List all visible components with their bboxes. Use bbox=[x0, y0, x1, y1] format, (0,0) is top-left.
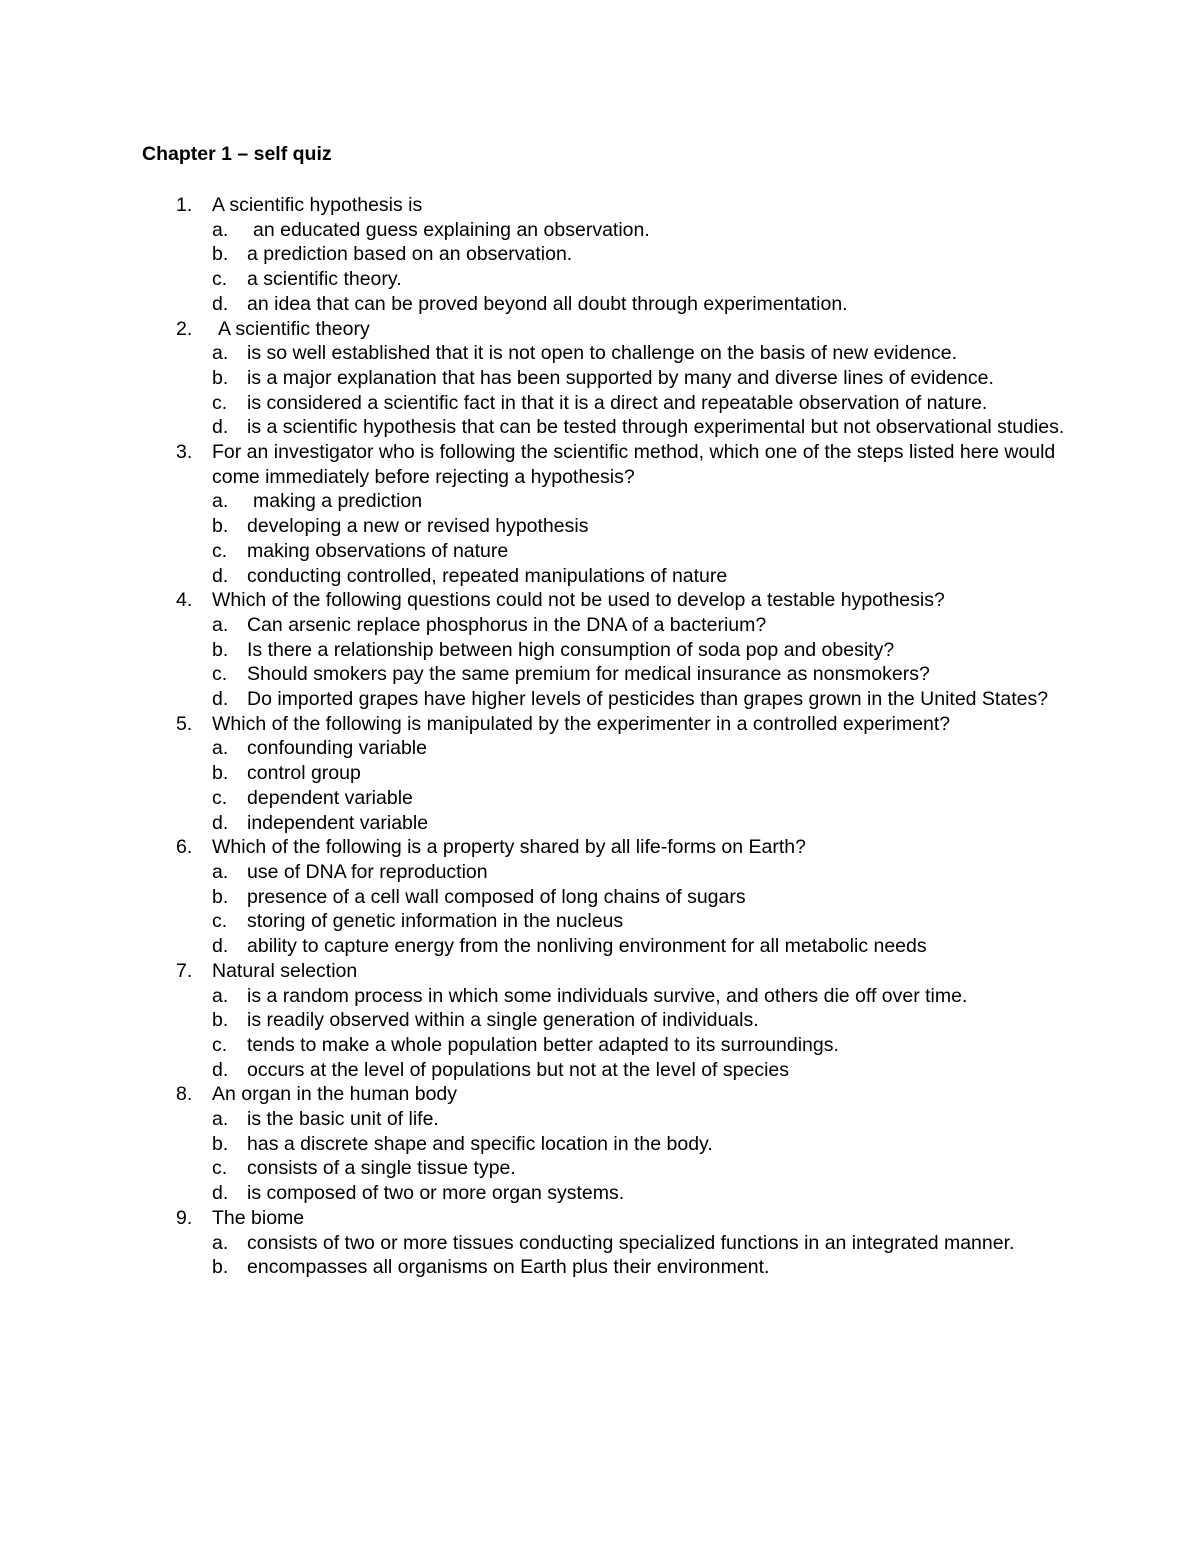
option-letter: a. bbox=[212, 342, 229, 365]
option-item bbox=[212, 1132, 1082, 1157]
option-item bbox=[212, 539, 1082, 564]
question-text: Which of the following is a property shared by all life-forms on Earth? bbox=[212, 836, 806, 859]
option-letter: b. bbox=[212, 515, 229, 538]
question-number: 1. bbox=[176, 194, 193, 216]
option-letter: a. bbox=[212, 218, 229, 241]
option-item bbox=[212, 1255, 1082, 1280]
option-text: confounding variable bbox=[247, 737, 427, 760]
option-item bbox=[212, 613, 1082, 638]
option-list bbox=[212, 489, 1082, 588]
option-item bbox=[212, 1181, 1082, 1206]
option-letter: b. bbox=[212, 366, 229, 389]
option-list bbox=[212, 341, 1082, 440]
option-text: an educated guess explaining an observation. bbox=[253, 218, 650, 241]
option-letter: a. bbox=[212, 984, 229, 1007]
question-6 bbox=[142, 835, 1082, 959]
option-item bbox=[212, 415, 1082, 440]
question-8 bbox=[142, 1082, 1082, 1206]
option-letter: b. bbox=[212, 1009, 229, 1032]
option-letter: c. bbox=[212, 910, 228, 933]
option-text: storing of genetic information in the nucleus bbox=[247, 910, 624, 933]
option-letter: a. bbox=[212, 490, 229, 513]
question-text: A scientific hypothesis is bbox=[212, 194, 423, 216]
option-letter: b. bbox=[212, 762, 229, 785]
page-title: Chapter 1 – self quiz bbox=[142, 143, 332, 165]
option-item bbox=[212, 1156, 1082, 1181]
option-letter: d. bbox=[212, 1182, 229, 1205]
option-text: is a random process in which some individuals survive, and others die off over time. bbox=[247, 984, 968, 1007]
option-item bbox=[212, 662, 1082, 687]
option-letter: c. bbox=[212, 786, 228, 809]
question-4 bbox=[142, 588, 1082, 712]
option-item bbox=[212, 984, 1082, 1009]
option-list bbox=[212, 984, 1082, 1083]
option-text: presence of a cell wall composed of long chains of sugars bbox=[247, 885, 746, 908]
question-text: Which of the following is manipulated by the experimenter in a controlled experiment? bbox=[212, 712, 951, 735]
question-7 bbox=[142, 959, 1082, 1083]
option-item bbox=[212, 1231, 1082, 1256]
option-item bbox=[212, 1058, 1082, 1083]
option-letter: b. bbox=[212, 885, 229, 908]
option-text: consists of two or more tissues conducting specialized functions in an integrated manner. bbox=[247, 1231, 1015, 1254]
option-list bbox=[212, 218, 1082, 317]
question-3 bbox=[142, 440, 1082, 588]
option-item bbox=[212, 341, 1082, 366]
option-item bbox=[212, 267, 1082, 292]
question-number: 6. bbox=[176, 836, 193, 859]
option-text: is so well established that it is not open to challenge on the basis of new evidence. bbox=[247, 342, 958, 365]
option-letter: c. bbox=[212, 391, 228, 414]
option-item bbox=[212, 292, 1082, 317]
option-letter: d. bbox=[212, 292, 229, 315]
option-text: consists of a single tissue type. bbox=[247, 1157, 516, 1180]
option-text: is a scientific hypothesis that can be tested through experimental but not observational studies. bbox=[247, 416, 1065, 439]
option-letter: d. bbox=[212, 416, 229, 439]
option-item bbox=[212, 761, 1082, 786]
option-letter: a. bbox=[212, 613, 229, 636]
question-number: 8. bbox=[176, 1083, 193, 1106]
option-text: is readily observed within a single generation of individuals. bbox=[247, 1009, 759, 1032]
question-number: 9. bbox=[176, 1206, 193, 1229]
question-number: 4. bbox=[176, 589, 193, 612]
option-item bbox=[212, 391, 1082, 416]
option-text: is composed of two or more organ systems. bbox=[247, 1182, 625, 1205]
option-item bbox=[212, 564, 1082, 589]
question-text: A scientific theory bbox=[218, 317, 370, 340]
option-letter: d. bbox=[212, 1058, 229, 1081]
option-item bbox=[212, 1033, 1082, 1058]
option-list bbox=[212, 736, 1082, 835]
option-letter: c. bbox=[212, 539, 228, 562]
option-letter: d. bbox=[212, 811, 229, 834]
option-item bbox=[212, 638, 1082, 663]
option-text: Can arsenic replace phosphorus in the DNA of a bacterium? bbox=[247, 613, 767, 636]
option-letter: b. bbox=[212, 1256, 229, 1279]
option-text: conducting controlled, repeated manipulations of nature bbox=[247, 564, 728, 587]
option-item bbox=[212, 885, 1082, 910]
question-number: 7. bbox=[176, 959, 193, 982]
option-letter: d. bbox=[212, 564, 229, 587]
question-text: Which of the following questions could not be used to develop a testable hypothesis? bbox=[212, 589, 945, 612]
option-text: a scientific theory. bbox=[247, 268, 402, 291]
option-text: use of DNA for reproduction bbox=[247, 860, 488, 883]
option-item bbox=[212, 1008, 1082, 1033]
option-text: occurs at the level of populations but not at the level of species bbox=[247, 1058, 790, 1081]
question-9 bbox=[142, 1206, 1082, 1280]
question-text: For an investigator who is following the scientific method, which one of the steps listed here would come immediately before rejecting a hypothesis? bbox=[212, 441, 1056, 488]
option-text: is considered a scientific fact in that it is a direct and repeatable observation of nature. bbox=[247, 391, 988, 414]
option-letter: a. bbox=[212, 1231, 229, 1254]
option-letter: b. bbox=[212, 243, 229, 266]
option-item bbox=[212, 366, 1082, 391]
option-letter: b. bbox=[212, 1132, 229, 1155]
question-list bbox=[142, 193, 1082, 1280]
option-text: Is there a relationship between high consumption of soda pop and obesity? bbox=[247, 638, 895, 661]
option-text: dependent variable bbox=[247, 786, 413, 809]
option-item bbox=[212, 218, 1082, 243]
option-list bbox=[212, 613, 1082, 712]
option-text: control group bbox=[247, 762, 361, 785]
option-list bbox=[212, 860, 1082, 959]
question-text: An organ in the human body bbox=[212, 1083, 458, 1106]
option-text: is a major explanation that has been supported by many and diverse lines of evidence. bbox=[247, 366, 994, 389]
option-item bbox=[212, 242, 1082, 267]
option-letter: d. bbox=[212, 688, 229, 711]
question-number: 3. bbox=[176, 441, 193, 464]
option-letter: b. bbox=[212, 638, 229, 661]
option-text: developing a new or revised hypothesis bbox=[247, 515, 589, 538]
question-text: The biome bbox=[212, 1206, 305, 1229]
option-text: tends to make a whole population better adapted to its surroundings. bbox=[247, 1033, 839, 1056]
option-letter: c. bbox=[212, 663, 228, 686]
option-item bbox=[212, 934, 1082, 959]
option-letter: d. bbox=[212, 935, 229, 958]
option-item bbox=[212, 909, 1082, 934]
option-item bbox=[212, 786, 1082, 811]
question-text: Natural selection bbox=[212, 959, 358, 982]
option-text: a prediction based on an observation. bbox=[247, 243, 573, 266]
question-2 bbox=[142, 317, 1082, 441]
option-item bbox=[212, 489, 1082, 514]
option-letter: a. bbox=[212, 737, 229, 760]
option-text: encompasses all organisms on Earth plus their environment. bbox=[247, 1256, 770, 1279]
option-text: is the basic unit of life. bbox=[247, 1108, 439, 1131]
option-letter: c. bbox=[212, 268, 228, 291]
option-text: has a discrete shape and specific location in the body. bbox=[247, 1132, 713, 1155]
question-1 bbox=[142, 193, 1082, 317]
question-number: 2. bbox=[176, 317, 193, 340]
option-letter: a. bbox=[212, 860, 229, 883]
option-text: an idea that can be proved beyond all doubt through experimentation. bbox=[247, 292, 848, 315]
option-item bbox=[212, 1107, 1082, 1132]
question-5 bbox=[142, 712, 1082, 836]
option-letter: c. bbox=[212, 1157, 228, 1180]
option-item bbox=[212, 811, 1082, 836]
option-letter: a. bbox=[212, 1108, 229, 1131]
option-item bbox=[212, 736, 1082, 761]
question-number: 5. bbox=[176, 712, 193, 735]
option-letter: c. bbox=[212, 1033, 228, 1056]
option-item bbox=[212, 514, 1082, 539]
option-text: independent variable bbox=[247, 811, 429, 834]
option-item bbox=[212, 687, 1082, 712]
option-list bbox=[212, 1107, 1082, 1206]
option-text: Should smokers pay the same premium for medical insurance as nonsmokers? bbox=[247, 663, 930, 686]
option-item bbox=[212, 860, 1082, 885]
option-list bbox=[212, 1231, 1082, 1280]
option-text: Do imported grapes have higher levels of pesticides than grapes grown in the United States? bbox=[247, 688, 1049, 711]
option-text: making observations of nature bbox=[247, 539, 509, 562]
option-text: ability to capture energy from the nonliving environment for all metabolic needs bbox=[247, 935, 927, 958]
option-text: making a prediction bbox=[253, 490, 423, 513]
